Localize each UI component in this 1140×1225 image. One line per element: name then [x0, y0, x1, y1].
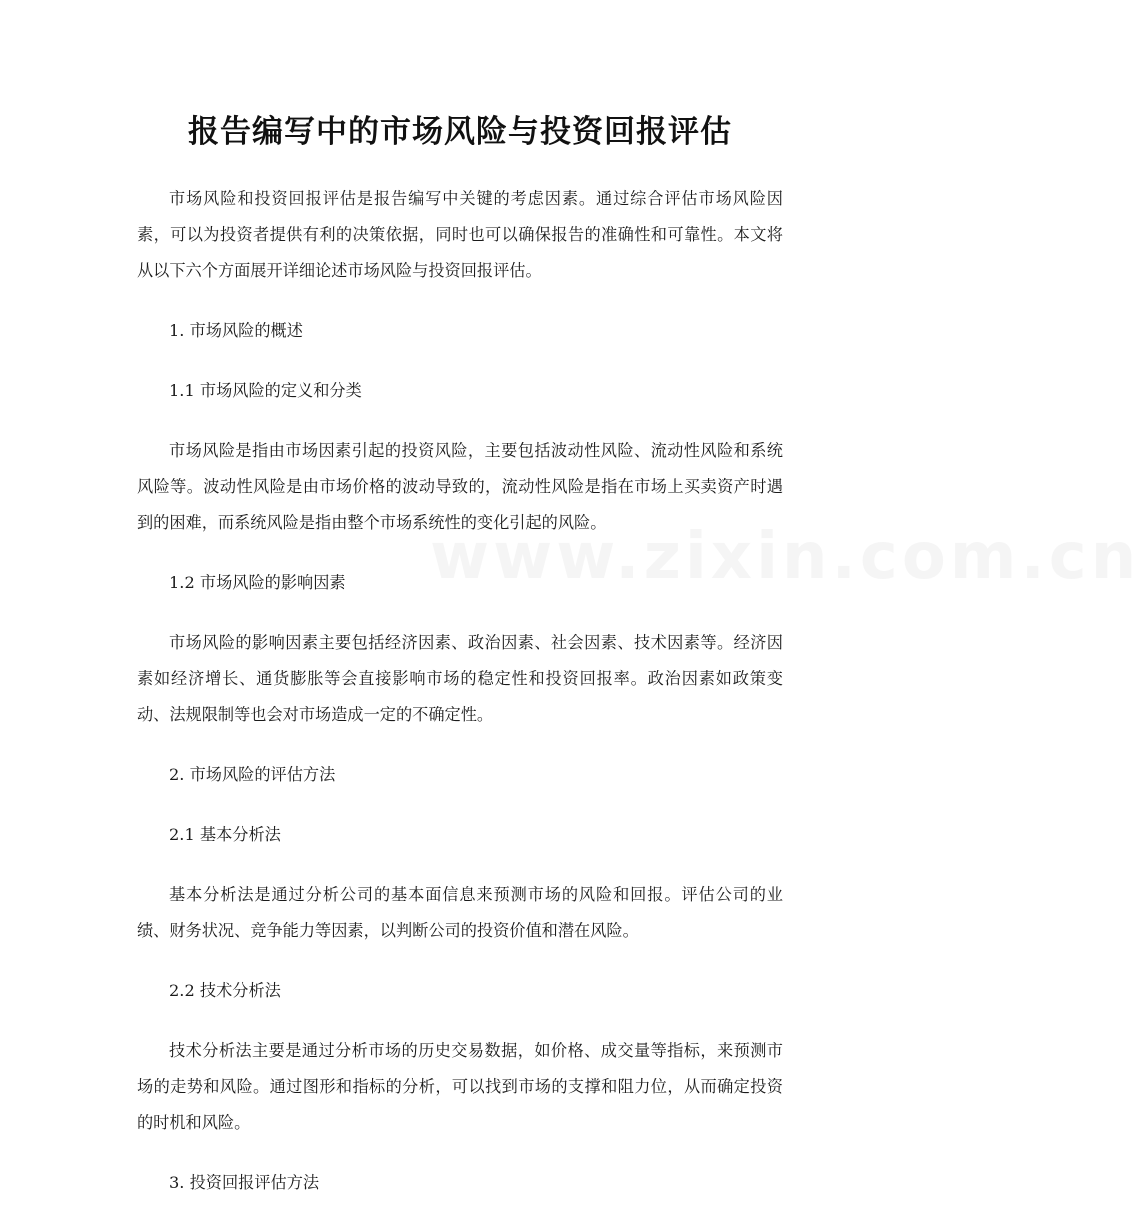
document-title: 报告编写中的市场风险与投资回报评估: [188, 114, 732, 150]
paragraph-1-1: 市场风险是指由市场因素引起的投资风险，主要包括波动性风险、流动性风险和系统风险等。波动性风险是由市场价格的波动导致的，流动性风险是指在市场上买卖资产时遇到的困难，而系统风险是指由整个市场系统性的变化引起的风险。: [137, 441, 783, 532]
watermark: www.zixin.com.cn: [430, 520, 1140, 594]
document-body: [137, 181, 783, 1225]
section-heading-3: 3. 投资回报评估方法: [169, 1173, 320, 1192]
subsection-heading-2-1: 2.1 基本分析法: [169, 825, 281, 844]
subsection-heading-1-1: 1.1 市场风险的定义和分类: [169, 381, 362, 400]
section-heading-1: 1. 市场风险的概述: [169, 321, 303, 340]
subsection-heading-1-2: 1.2 市场风险的影响因素: [169, 573, 346, 592]
intro-paragraph: 市场风险和投资回报评估是报告编写中关键的考虑因素。通过综合评估市场风险因素，可以为投资者提供有利的决策依据，同时也可以确保报告的准确性和可靠性。本文将从以下六个方面展开详细论述市场风险与投资回报评估。: [137, 189, 783, 280]
subsection-heading-2-2: 2.2 技术分析法: [169, 981, 281, 1000]
paragraph-1-2: 市场风险的影响因素主要包括经济因素、政治因素、社会因素、技术因素等。经济因素如经济增长、通货膨胀等会直接影响市场的稳定性和投资回报率。政治因素如政策变动、法规限制等也会对市场造成一定的不确定性。: [137, 633, 783, 724]
section-heading-2: 2. 市场风险的评估方法: [169, 765, 336, 784]
paragraph-2-2: 技术分析法主要是通过分析市场的历史交易数据，如价格、成交量等指标，来预测市场的走势和风险。通过图形和指标的分析，可以找到市场的支撑和阻力位，从而确定投资的时机和风险。: [137, 1041, 783, 1132]
paragraph-2-1: 基本分析法是通过分析公司的基本面信息来预测市场的风险和回报。评估公司的业绩、财务状况、竞争能力等因素，以判断公司的投资价值和潜在风险。: [137, 885, 783, 940]
